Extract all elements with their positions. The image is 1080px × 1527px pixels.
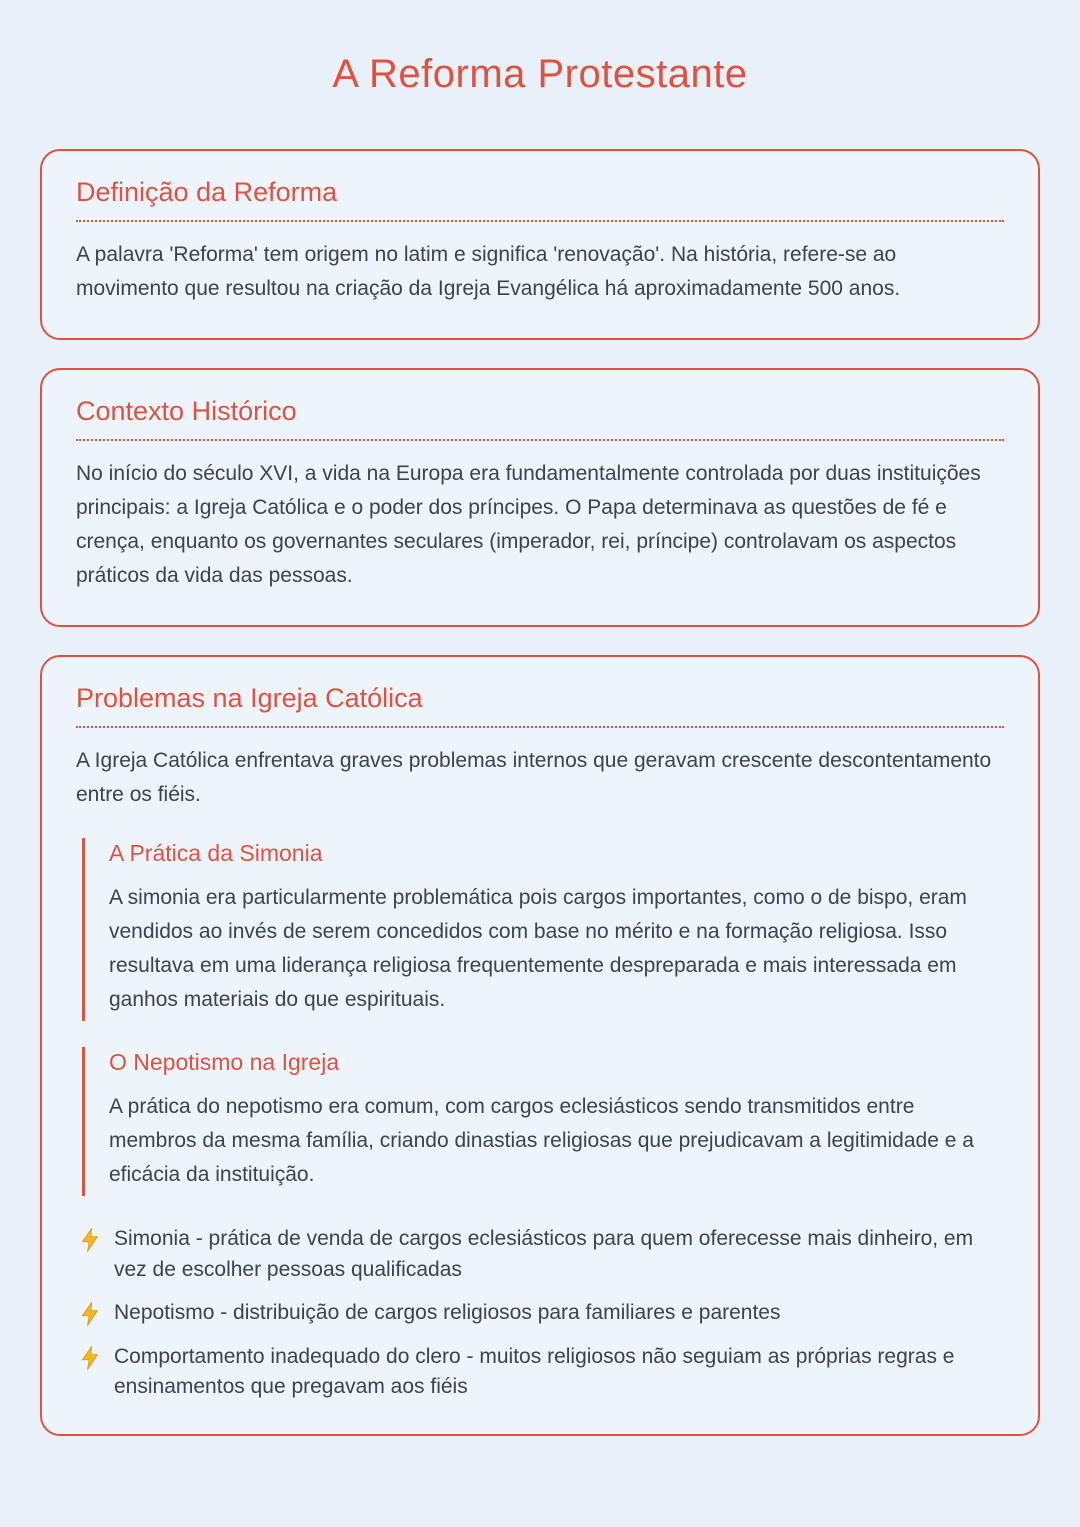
list-item-text: Nepotismo - distribuição de cargos religiosos para familiares e parentes bbox=[114, 1301, 781, 1325]
section-paragraph: A palavra 'Reforma' tem origem no latim e significa 'renovação'. Na história, refere-se ao movimento que resultou na criação da Igreja Evangélica há aproximadamente 500 anos. bbox=[76, 243, 901, 301]
list-item-text: Simonia - prática de venda de cargos eclesiásticos para quem oferecesse mais dinheiro, em vez de escolher pessoas qualificadas bbox=[114, 1227, 974, 1281]
list-item bbox=[80, 1224, 1004, 1285]
section-definicao-da-reforma bbox=[40, 149, 1040, 340]
lightning-icon bbox=[80, 1227, 100, 1253]
list-item bbox=[80, 1342, 1004, 1403]
section-paragraph: A Igreja Católica enfrentava graves problemas internos que geravam crescente descontentamento entre os fiéis. bbox=[76, 749, 992, 807]
lightning-icon bbox=[80, 1345, 100, 1371]
section-paragraph: No início do século XVI, a vida na Europa era fundamentalmente controlada por duas instituições principais: a Igreja Católica e o poder dos príncipes. O Papa determinava as questões de fé e crença, enquanto os governantes seculares (imperador, rei, príncipe) controlavam os aspectos práticos da vida das pessoas. bbox=[76, 462, 981, 588]
section-problemas-na-igreja bbox=[40, 655, 1040, 1436]
key-points-list bbox=[76, 1224, 1004, 1402]
subsection-nepotismo-na-igreja bbox=[82, 1047, 1004, 1196]
subsection-paragraph: A simonia era particularmente problemática pois cargos importantes, como o de bispo, eram vendidos ao invés de serem concedidos com base no mérito e na formação religiosa. Isso resultava em uma liderança religiosa frequentemente despreparada e mais interessada em ganhos materiais do que espirituais. bbox=[109, 886, 967, 1012]
subsection-paragraph: A prática do nepotismo era comum, com cargos eclesiásticos sendo transmitidos entre membros da mesma família, criando dinastias religiosas que prejudicavam a legitimidade e a eficácia da instituição. bbox=[109, 1095, 974, 1187]
list-item-text: Comportamento inadequado do clero - muitos religiosos não seguiam as próprias regras e ensinamentos que pregavam aos fiéis bbox=[114, 1344, 955, 1398]
subsection-heading: O Nepotismo na Igreja bbox=[109, 1049, 340, 1076]
lightning-icon bbox=[80, 1301, 100, 1327]
subsection-pratica-da-simonia bbox=[82, 838, 1004, 1021]
page-title: A Reforma Protestante bbox=[332, 52, 748, 96]
section-heading: Contexto Histórico bbox=[76, 396, 1004, 441]
list-item bbox=[80, 1298, 1004, 1328]
section-heading: Definição da Reforma bbox=[76, 177, 1004, 222]
section-heading: Problemas na Igreja Católica bbox=[76, 683, 1004, 728]
subsection-heading: A Prática da Simonia bbox=[109, 840, 323, 867]
section-contexto-historico bbox=[40, 368, 1040, 627]
